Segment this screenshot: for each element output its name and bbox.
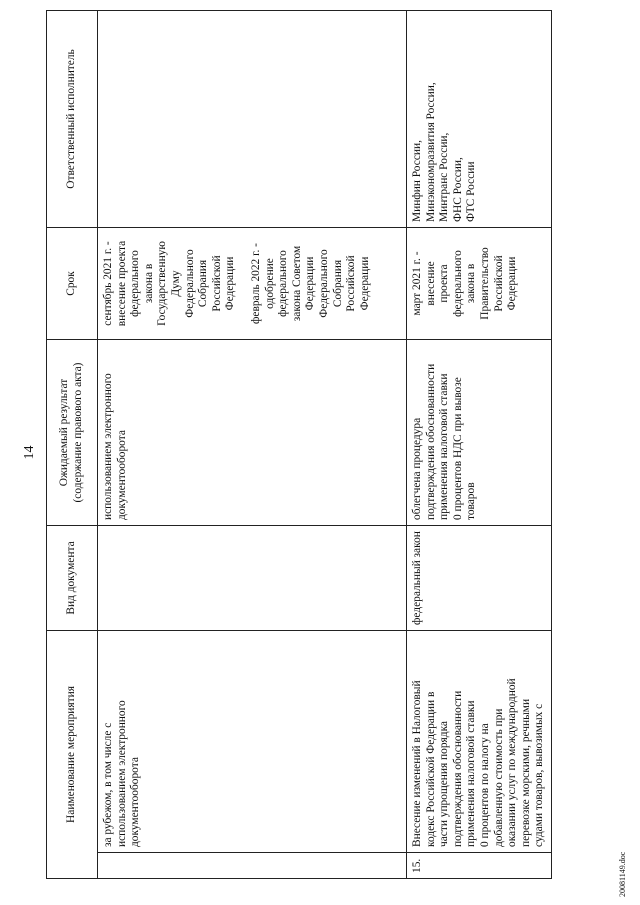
header-executor: Ответственный исполнитель xyxy=(47,11,98,228)
footer-filename: 20081149.doc xyxy=(618,851,627,897)
row-doc-type xyxy=(98,526,407,631)
row-term-stage-1: март 2021 г. - внесение проекта федерального закона в Правительство Российской Федерации xyxy=(411,247,519,320)
header-doc-type: Вид документа xyxy=(47,526,98,631)
row-term xyxy=(407,228,552,340)
row-doc-type: федеральный закон xyxy=(407,526,552,631)
measures-table xyxy=(46,10,552,879)
header-result: Ожидаемый результат (содержание правового акта) xyxy=(47,340,98,526)
row-term xyxy=(98,228,407,340)
row-result: облегчена процедура подтверждения обоснованности применения налоговой ставки 0 процентов НДС при вывозе товаров xyxy=(407,340,552,526)
page-number: 14 xyxy=(22,445,37,460)
row-executor xyxy=(98,11,407,228)
row-measure-name: за рубежом, в том числе с использованием электронного документооборота xyxy=(98,631,407,853)
row-term-stage-1: сентябрь 2021 г. - внесение проекта федерального закона в Государственную Думу Федерального Собрания Российской Федерации xyxy=(102,240,237,327)
row-number xyxy=(98,853,407,879)
table-row xyxy=(407,11,552,879)
header-term: Срок xyxy=(47,228,98,340)
table-row xyxy=(98,11,407,879)
table-header-row xyxy=(47,11,98,879)
row-result: использованием электронного документооборота xyxy=(98,340,407,526)
row-executor: Минфин России, Минэкономразвития России, Минтранс России, ФНС России, ФТС России xyxy=(407,11,552,228)
header-name: Наименование мероприятия xyxy=(47,631,98,879)
row-measure-name: Внесение изменений в Налоговый кодекс Российской Федерации в части упрощения порядка подтверждения обоснованности применения налоговой ставки 0 процентов по налогу на добавленную стоимость при оказании услуг по международной перевозке морскими, речными судами товаров, вывозимых с xyxy=(407,631,552,853)
row-number: 15. xyxy=(407,853,552,879)
row-term-stage-2: февраль 2022 г. - одобрение федерального закона Советом Федерации Федерального Собрания Российской Федерации xyxy=(249,243,371,324)
